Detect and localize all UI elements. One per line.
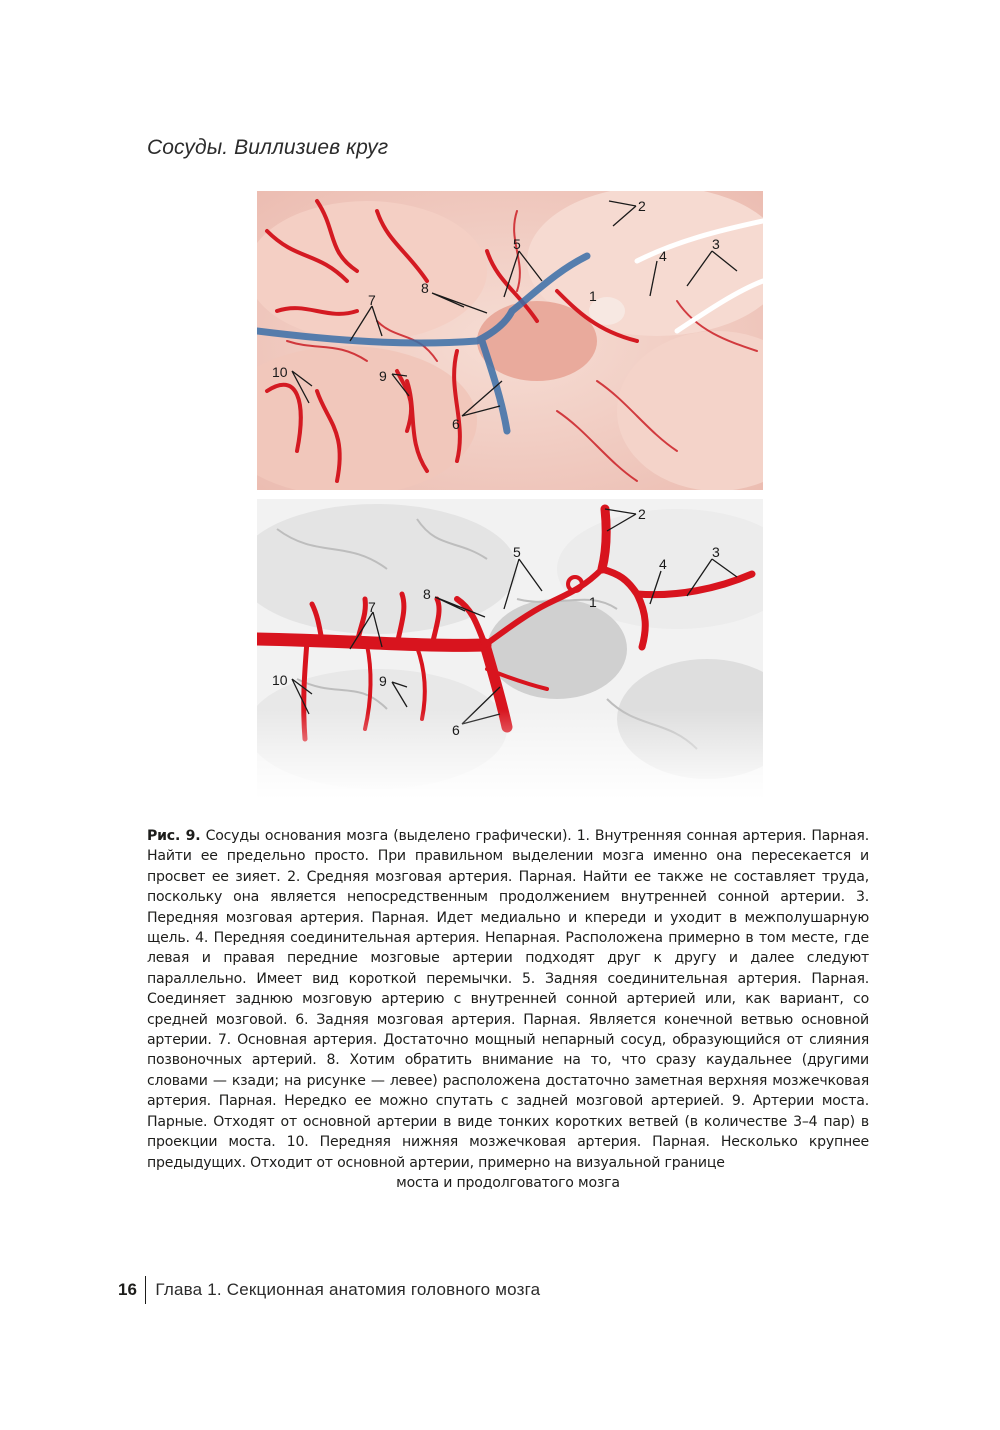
- photo-label-4: 4: [659, 248, 667, 264]
- photo-label-6: 6: [452, 416, 460, 432]
- hl-label-1: 1: [589, 594, 597, 610]
- photo-label-10: 10: [272, 364, 288, 380]
- photo-label-7: 7: [368, 292, 376, 308]
- page-footer: [118, 1276, 540, 1304]
- hl-label-5: 5: [513, 544, 521, 560]
- figure-photo: [257, 191, 763, 490]
- photo-label-1: 1: [589, 288, 597, 304]
- hl-label-9: 9: [379, 673, 387, 689]
- hl-label-6: 6: [452, 722, 460, 738]
- hl-label-4: 4: [659, 556, 667, 572]
- chapter-title: Глава 1. Секционная анатомия головного мозга: [155, 1280, 541, 1299]
- page-number: 16: [118, 1280, 137, 1299]
- figure-caption: [147, 826, 869, 1193]
- photo-label-5: 5: [513, 236, 521, 252]
- hl-label-3: 3: [712, 544, 720, 560]
- brain-photo: [257, 191, 763, 490]
- photo-label-3: 3: [712, 236, 720, 252]
- hl-label-2: 2: [638, 506, 646, 522]
- photo-label-8: 8: [421, 280, 429, 296]
- caption-text: Сосуды основания мозга (выделено графически). 1. Внутренняя сонная артерия. Парная. Найти ее предельно просто. При правильном выделении мозга именно она пересекается и просвет ее зияет. 2. Средняя мозговая артерия. Парная. Найти ее также не составляет труда, поскольку она является непосредственным продолжением внутренней сонной артерии. 3. Передняя мозговая артерия. Парная. Идет медиально и кпереди и уходит в межполушарную щель. 4. Передняя соединительная артерия. Непарная. Расположена примерно в том месте, где левая и правая передние мозговые артерии подходят друг к другу и далее следуют параллельно. Имеет вид короткой перемычки. 5. Задняя соединительная артерия. Парная. Соединяет заднюю мозговую артерию с внутренней сонной артерией или, как вариант, со средней мозговой. 6. Задняя мозговая артерия. Парная. Является конечной ветвью основной артерии. 7. Основная артерия. Достаточно мощный непарный сосуд, образующийся от слияния позвоночных артерий. 8. Хотим обратить внимание на то, что сразу каудальнее (другими словами — кзади; на рисунке — левее) расположена достаточно заметная верхняя мозжечковая артерия. Парная. Нередко ее можно спутать с задней мозговой артерией. 9. Артерии моста. Парные. Отходят от основной артерии в виде тонких коротких ветвей (в количестве 3–4 пар) в проекции моста. 10. Передняя нижняя мозжечковая артерия. Парная. Несколько крупнее предыдущих. Отходит от основной артерии, примерно на визуальной границе: [147, 828, 869, 1171]
- hl-label-8: 8: [423, 586, 431, 602]
- caption-last-line: моста и продолговатого мозга: [396, 1174, 620, 1191]
- caption-label: Рис. 9.: [147, 828, 201, 844]
- hl-label-7: 7: [368, 599, 376, 615]
- footer-divider: [145, 1276, 147, 1304]
- figure-highlighted: [257, 499, 763, 799]
- photo-label-9: 9: [379, 368, 387, 384]
- section-title: Сосуды. Виллизиев круг: [147, 136, 389, 159]
- photo-label-2: 2: [638, 198, 646, 214]
- arteries-highlighted: [257, 499, 763, 799]
- hl-label-10: 10: [272, 672, 288, 688]
